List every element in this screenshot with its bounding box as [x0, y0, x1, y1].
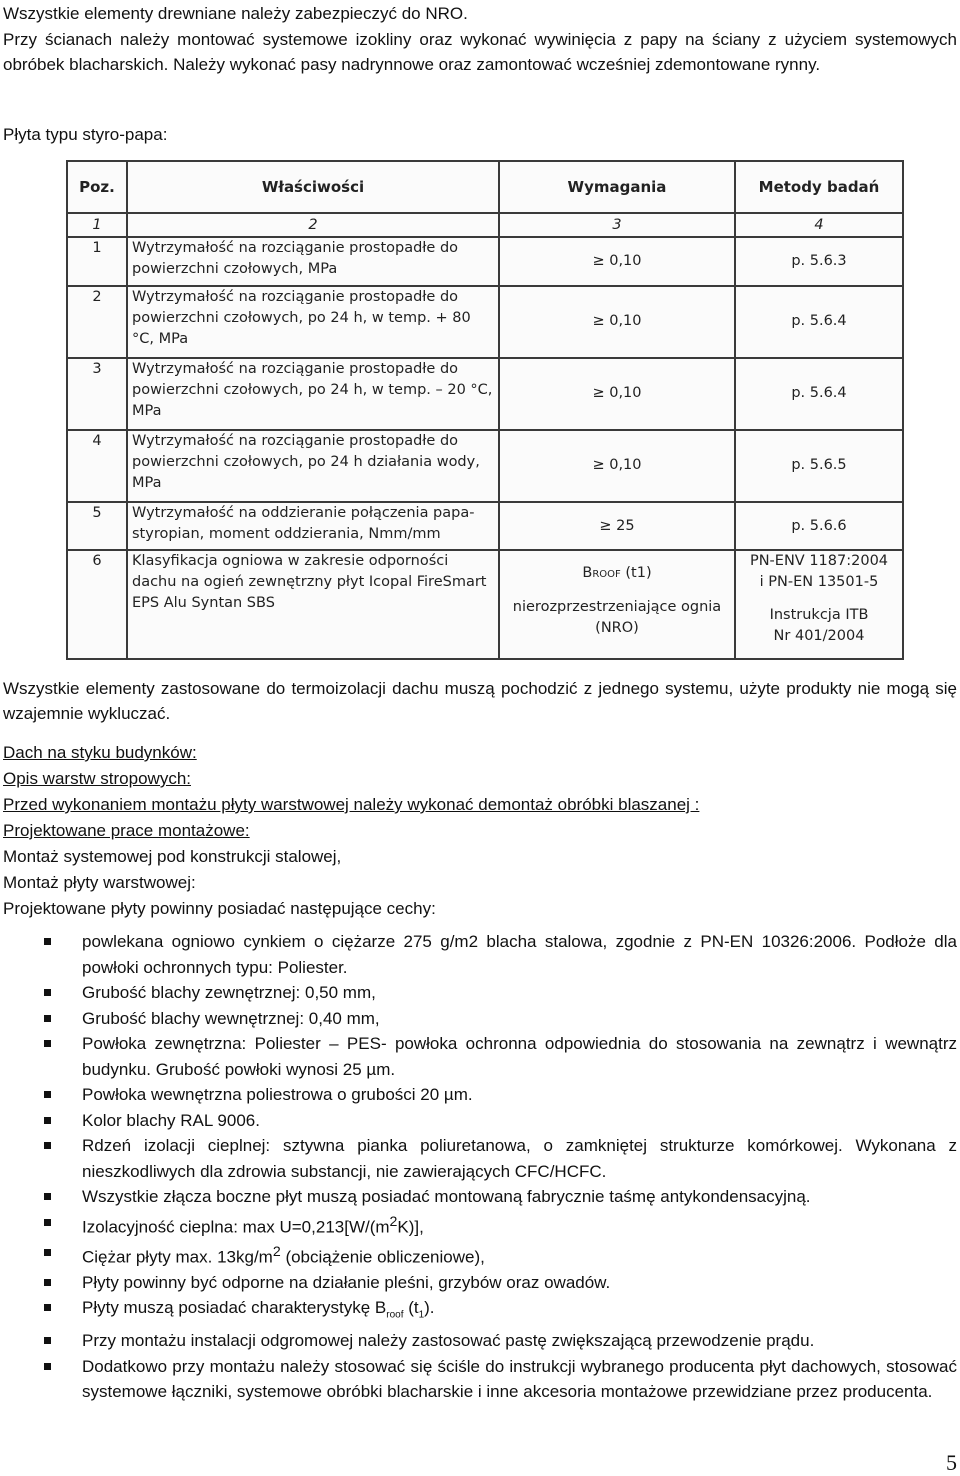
square-bullet-icon: [44, 938, 51, 945]
list-item: Wszystkie złącza boczne płyt muszą posiadać montowaną fabrycznie taśmę antykondensacyjną.: [0, 1184, 960, 1210]
properties-table: [66, 160, 904, 660]
square-bullet-icon: [44, 1193, 51, 1200]
list-item: Dodatkowo przy montażu należy stosować się ściśle do instrukcji wybranego producenta płyt dachowych, stosować systemowe łączniki, systemowe obróbki blacharskie i inne akcesoria montażowe przewidziane przez producenta.: [0, 1354, 960, 1405]
row-property: Wytrzymałość na rozciąganie prostopadłe do powierzchni czołowych, po 24 h, w temp. + 80 °C, MPa: [127, 286, 499, 358]
works-line: Montaż systemowej pod konstrukcji stalowej,: [3, 847, 342, 866]
works-line: Montaż płyty warstwowej:: [3, 873, 196, 892]
index-cell: 1: [67, 213, 127, 237]
list-item: Powłoka wewnętrzna poliestrowa o grubości 20 µm.: [0, 1082, 960, 1108]
header-poz: Poz.: [67, 161, 127, 213]
row-requirement: ≥ 0,10: [499, 358, 735, 430]
list-item: Płyty muszą posiadać charakterystykę $B_{roof}$ $(t_1)$.: [0, 1295, 960, 1328]
table-row: [67, 286, 903, 358]
row-property: Wytrzymałość na oddzieranie połączenia papa- styropian, moment oddzierania, Nmm/mm: [127, 502, 499, 551]
row-poz: 5: [67, 502, 127, 551]
square-bullet-icon: [44, 1304, 51, 1311]
header-requirements: Wymagania: [499, 161, 735, 213]
intro-line: Wszystkie elementy drewniane należy zabezpieczyć do NRO.: [3, 4, 468, 23]
list-item: Przy montażu instalacji odgromowej należy zastosować pastę zwiększającą przewodzenie prądu.: [0, 1328, 960, 1354]
index-cell: 4: [735, 213, 903, 237]
table-row: [67, 237, 903, 286]
table-row-6: [67, 550, 903, 659]
row-poz: 1: [67, 237, 127, 286]
table-row: [67, 430, 903, 502]
broof-class: BROOF (t1): [582, 565, 652, 582]
after-table-paragraph: Wszystkie elementy zastosowane do termoizolacji dachu muszą pochodzić z jednego systemu, użyte produkty nie mogą się wzajemnie wykluczać.: [3, 679, 957, 723]
list-item: Płyty powinny być odporne na działanie pleśni, grzybów oraz owadów.: [0, 1270, 960, 1296]
table-row: [67, 358, 903, 430]
row-method: p. 5.6.3: [735, 237, 903, 286]
row-requirement: ≥ 0,10: [499, 237, 735, 286]
row-property: Wytrzymałość na rozciąganie prostopadłe do powierzchni czołowych, MPa: [127, 237, 499, 286]
square-bullet-icon: [44, 1279, 51, 1286]
row-method: p. 5.6.4: [735, 286, 903, 358]
row-property: Klasyfikacja ogniowa w zakresie odporności dachu na ogień zewnętrzny płyt Icopal FireSmart EPS Alu Syntan SBS: [127, 550, 499, 659]
header-methods: Metody badań: [735, 161, 903, 213]
square-bullet-icon: [44, 1337, 51, 1344]
header-properties: Właściwości: [127, 161, 499, 213]
works-line: Projektowane płyty powinny posiadać następujące cechy:: [3, 899, 436, 918]
row-method: p. 5.6.6: [735, 502, 903, 551]
square-bullet-icon: [44, 989, 51, 996]
row-property: Wytrzymałość na rozciąganie prostopadłe do powierzchni czołowych, po 24 h działania wody, MPa: [127, 430, 499, 502]
section-title: Dach na styku budynków:: [3, 743, 197, 762]
list-item: Grubość blachy wewnętrznej: 0,40 mm,: [0, 1006, 960, 1032]
nro-class: nierozprzestrzeniające ognia (NRO): [512, 599, 722, 637]
row-method: p. 5.6.5: [735, 430, 903, 502]
index-cell: 3: [499, 213, 735, 237]
square-bullet-icon: [44, 1117, 51, 1124]
list-item: Kolor blachy RAL 9006.: [0, 1108, 960, 1134]
row-requirement: ≥ 25: [499, 502, 735, 551]
row-method: p. 5.6.4: [735, 358, 903, 430]
table-label: Płyta typu styro-papa:: [3, 125, 168, 144]
square-bullet-icon: [44, 1091, 51, 1098]
table-header-row: [67, 161, 903, 213]
list-item: powlekana ogniowo cynkiem o ciężarze 275 g/m2 blacha stalowa, zgodnie z PN-EN 10326:2006. Podłoże dla powłoki ochronnych typu: Poliester.: [0, 929, 960, 980]
intro-section: [3, 1, 957, 78]
square-bullet-icon: [44, 1015, 51, 1022]
row-poz: 2: [67, 286, 127, 358]
layers-heading: Opis warstw stropowych:: [3, 769, 191, 788]
row-requirement: ≥ 0,10: [499, 430, 735, 502]
row-property: Wytrzymałość na rozciąganie prostopadłe do powierzchni czołowych, po 24 h, w temp. – 20 °C, MPa: [127, 358, 499, 430]
square-bullet-icon: [44, 1219, 51, 1226]
list-item: Grubość blachy zewnętrznej: 0,50 mm,: [0, 980, 960, 1006]
list-item: Ciężar płyty max. $13kg/m^2$ (obciążenie obliczeniowe),: [0, 1240, 960, 1270]
works-heading: Projektowane prace montażowe:: [3, 821, 250, 840]
row-requirement: [499, 550, 735, 659]
list-item: Izolacyjność cieplna: $\max U=0,213[W/(m^2K)]$,: [0, 1210, 960, 1240]
before-works-line: Przed wykonaniem montażu płyty warstwowej należy wykonać demontaż obróbki blaszanej :: [3, 795, 700, 814]
panel-features-list: [0, 929, 960, 1405]
row-poz: 4: [67, 430, 127, 502]
square-bullet-icon: [44, 1040, 51, 1047]
list-item: Rdzeń izolacji cieplnej: sztywna pianka poliuretanowa, o zamkniętej strukturze komórkowej. Wykonana z nieszkodliwych dla zdrowia substancji, nie zawierających CFC/HCFC.: [0, 1133, 960, 1184]
roof-junction-section: [3, 740, 957, 922]
intro-paragraph: Przy ścianach należy montować systemowe izokliny oraz wykonać wywinięcia z papy na ściany z użyciem systemowych obróbek blacharskich. Należy wykonać pasy nadrynnowe oraz zamontować wcześniej zdemontowane rynny.: [3, 29, 957, 74]
square-bullet-icon: [44, 1142, 51, 1149]
list-item: Powłoka zewnętrzna: Poliester – PES- powłoka ochronna odpowiednia do stosowania na zewnątrz i wewnątrz budynku. Grubość powłoki wynosi 25 µm.: [0, 1031, 960, 1082]
row-requirement: ≥ 0,10: [499, 286, 735, 358]
table-row: [67, 502, 903, 551]
row-method: PN-ENV 1187:2004 i PN-EN 13501-5 Instrukcja ITB Nr 401/2004: [735, 550, 903, 659]
index-cell: 2: [127, 213, 499, 237]
row-poz: 6: [67, 550, 127, 659]
row-poz: 3: [67, 358, 127, 430]
table-index-row: [67, 213, 903, 237]
square-bullet-icon: [44, 1363, 51, 1370]
page-number: 5: [946, 1450, 957, 1475]
square-bullet-icon: [44, 1249, 51, 1256]
